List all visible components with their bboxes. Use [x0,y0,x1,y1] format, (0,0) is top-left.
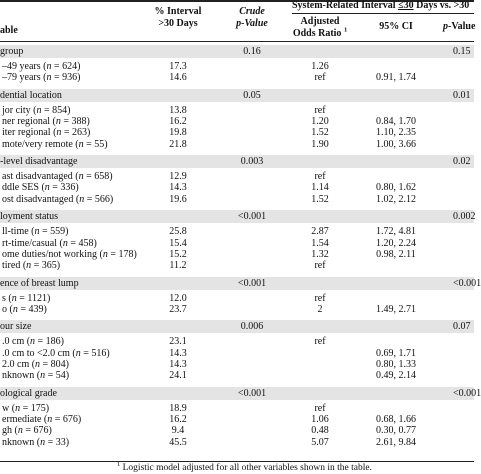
row-adjusted-or: ref [314,402,326,414]
row-interval-pct: 14.3 [169,182,187,194]
row-95ci: 0.80, 1.62 [376,182,416,194]
row-95ci: 0.98, 2.11 [376,248,416,260]
row-interval-pct: 19.8 [169,127,187,139]
row-label-text: –49 years ( [2,61,47,72]
row-95ci: 1.20, 2.24 [376,237,416,249]
row-label [2,337,64,347]
row-label-n: n [40,370,46,382]
row-label [2,128,90,138]
row-label [2,371,69,381]
section-crude-p: 0.006 [240,321,264,333]
row-adjusted-or: 1.52 [311,193,329,205]
row-label-n: n [30,336,36,348]
table-row [0,261,474,272]
row-label-text: ast disadvantaged ( [2,171,79,183]
row-label-n: n [26,260,32,272]
row-label-count: = 55) [83,138,108,150]
section-crude-p: 0.05 [243,89,261,101]
row-label-count: = 559) [39,226,69,238]
row-interval-pct: 12.0 [169,292,187,304]
row-95ci: 2.61, 9.84 [376,436,416,448]
row-label [2,415,81,425]
row-label [2,305,47,315]
row-adjusted-or: 1.20 [311,116,329,128]
row-label-text: iter regional ( [2,127,57,139]
row-label-count: = 388) [60,116,90,128]
less-or-equal-symbol: ≤30 [398,0,414,11]
section-adjusted-p: 0.01 [453,89,471,101]
row-interval-pct: 25.8 [169,226,187,238]
row-label [2,227,68,237]
row-adjusted-or: 2.87 [311,226,329,238]
row-label-text: o ( [2,303,13,315]
row-label-text: w ( [2,402,16,414]
row-adjusted-or: 1.06 [311,414,329,425]
group-header-rule [292,13,474,14]
row-interval-pct: 18.9 [169,402,187,414]
row-label-n: n [62,237,68,249]
row-label-count: = 854) [41,104,71,116]
row-label-n: n [56,127,62,139]
row-label-count: = 178) [107,248,137,260]
section-crude-p: 0.003 [240,156,264,168]
row-label-count: = 676) [22,425,52,437]
row-label-count: = 54) [45,370,70,382]
row-label-count: = 458) [67,237,97,249]
row-label-n: n [17,425,23,437]
row-label-count: = 624) [51,61,81,72]
row-interval-pct: 23.1 [169,336,187,348]
table-row [0,371,474,382]
row-label [2,106,70,116]
row-interval-pct: 16.2 [169,414,187,425]
row-adjusted-or: 1.32 [311,248,329,260]
section-title: our size [0,321,32,333]
row-label-n: n [15,402,21,414]
row-label-text: mote/very remote ( [2,138,79,150]
section-crude-p: <0.001 [237,277,267,289]
row-label-text: ner regional ( [2,116,56,128]
row-label-count: = 676) [52,414,82,425]
table-bottom-rule [0,461,474,462]
section-adjusted-p: 0.07 [453,321,471,333]
row-adjusted-or: 1.90 [311,138,329,150]
row-label-n: n [34,226,40,238]
row-adjusted-or: 2 [317,303,323,315]
row-label-text: rt-time/casual ( [2,237,63,249]
table-row [0,438,474,449]
section-adjusted-p: 0.15 [453,46,471,57]
row-label-count: = 336) [49,182,79,194]
section-header-band [0,89,474,102]
row-label-text: nknown ( [2,370,41,382]
row-interval-pct: 21.8 [169,138,187,150]
row-label-count: = 186) [35,336,65,348]
variable-header: able [0,25,18,36]
row-label-n: n [79,193,85,205]
row-label-text: gh ( [2,425,18,437]
row-label-text: nknown ( [2,436,41,448]
row-label-count: = 804) [40,358,70,370]
row-adjusted-or: 1.14 [311,182,329,194]
row-label [2,294,50,304]
row-label [2,349,110,359]
section-title: ence of breast lump [0,277,79,289]
section-title: dential location [0,89,62,101]
row-label-text: ll-time ( [2,226,35,238]
row-adjusted-or: ref [314,292,326,304]
row-label-n: n [55,116,61,128]
row-label-text: .0 cm ( [2,336,31,348]
row-interval-pct: 45.5 [169,436,187,448]
row-label-text: –79 years ( [2,72,47,84]
row-label [2,62,80,72]
table-row [0,250,474,261]
row-95ci: 0.91, 1.74 [376,72,416,84]
row-label [2,239,97,249]
row-label-text: ome duties/not working ( [2,248,103,260]
row-interval-pct: 17.3 [169,61,187,72]
row-label [2,172,113,182]
row-label-n: n [75,347,81,359]
row-label-n: n [47,414,53,425]
row-label [2,261,60,271]
row-label-count: = 175) [20,402,50,414]
row-label-text: ost disadvantaged ( [2,193,80,205]
header-bottom-rule [0,41,474,42]
aor-header-line1: Adjusted [300,16,340,27]
row-interval-pct: 14.6 [169,72,187,84]
row-label [2,250,137,260]
row-label-n: n [11,292,17,304]
row-label [2,73,80,83]
row-label [2,195,113,205]
ci-header: 95% CI [379,21,413,32]
row-adjusted-or: 1.52 [311,127,329,139]
row-label-count: = 33) [45,436,70,448]
section-adjusted-p: <0.001 [453,387,481,399]
row-label-n: n [46,72,52,84]
row-adjusted-or: ref [314,336,326,348]
row-label-n: n [44,182,50,194]
row-adjusted-or: 1.26 [311,61,329,72]
row-95ci: 1.10, 2.35 [376,127,416,139]
section-adjusted-p: 0.002 [453,211,476,223]
row-adjusted-or: 0.48 [311,425,329,437]
row-label-n: n [102,248,108,260]
row-label-text: jor city ( [2,104,37,116]
row-label-text: 2.0 cm ( [2,358,36,370]
table-row [0,195,474,206]
row-adjusted-or: ref [314,104,326,116]
section-adjusted-p: <0.001 [453,277,481,289]
section-crude-p: 0.16 [243,46,261,57]
row-interval-pct: 13.8 [169,104,187,116]
section-crude-p: <0.001 [237,211,267,223]
row-label-n: n [12,303,18,315]
section-crude-p: <0.001 [237,387,267,399]
row-adjusted-or: ref [314,171,326,183]
row-label [2,140,108,150]
row-95ci: 1.72, 4.81 [376,226,416,238]
interval-header-line2: >30 Days [158,18,198,29]
row-label-count: = 658) [83,171,113,183]
row-adjusted-or: ref [314,72,326,84]
row-label-count: = 566) [84,193,114,205]
crude-p-header-line1: Crude [239,6,265,17]
row-95ci: 1.49, 2.71 [376,303,416,315]
row-95ci: 0.68, 1.66 [376,414,416,425]
aor-header-line2: Odds Ratio $^1$ [292,26,348,39]
row-label-count: = 516) [80,347,110,359]
row-interval-pct: 19.6 [169,193,187,205]
row-label-text: s ( [2,292,12,304]
row-label [2,426,52,436]
row-label-count: = 1121) [16,292,51,304]
row-95ci: 0.69, 1.71 [376,347,416,359]
row-95ci: 0.80, 1.33 [376,358,416,370]
row-label [2,183,79,193]
p-value-header: p-Value [443,21,476,32]
row-interval-pct: 23.7 [169,303,187,315]
row-label [2,438,69,448]
row-label-count: = 439) [17,303,47,315]
row-95ci: 0.84, 1.70 [376,116,416,128]
section-title: loyment status [0,211,59,223]
section-header-band [0,320,474,333]
row-label-n: n [35,358,41,370]
interval-header-line1: % Interval [154,6,202,17]
crude-p-header-line2: p-Value [236,18,268,29]
row-label-text: ddle SES ( [2,182,45,194]
table-row [0,140,474,151]
row-label-n: n [78,138,84,150]
row-adjusted-or: ref [314,260,326,272]
row-interval-pct: 15.2 [169,248,187,260]
section-title: -level disadvantage [0,156,78,168]
row-adjusted-or: 5.07 [311,436,329,448]
row-label-n: n [36,104,42,116]
row-label-n: n [78,171,84,183]
section-adjusted-p: 0.02 [453,156,471,168]
row-95ci: 1.02, 2.12 [376,193,416,205]
interval-group-header: System-Related Interval ≤30 Days vs. >30 [292,0,470,11]
row-interval-pct: 11.2 [169,260,187,272]
row-interval-pct: 14.3 [169,358,187,370]
row-label-text: .0 cm to <2.0 cm ( [2,347,76,359]
table-row [0,73,474,84]
row-interval-pct: 15.4 [169,237,187,249]
row-95ci: 0.49, 2.14 [376,370,416,382]
row-interval-pct: 16.2 [169,116,187,128]
footnote: $^1$ Logistic model adjusted for all other variables shown in the table. [117,460,372,473]
row-label-n: n [40,436,46,448]
row-label [2,360,69,370]
row-label-count: = 936) [51,72,81,84]
row-label [2,404,49,414]
row-label [2,117,90,127]
row-label-text: ermediate ( [2,414,48,425]
row-interval-pct: 9.4 [171,425,185,437]
row-interval-pct: 24.1 [169,370,187,382]
row-95ci: 0.30, 0.77 [376,425,416,437]
section-title: group [0,46,24,57]
row-95ci: 1.00, 3.66 [376,138,416,150]
row-label-n: n [46,61,52,72]
row-adjusted-or: 1.54 [311,237,329,249]
row-label-count: = 263) [61,127,91,139]
section-title: ological grade [0,387,57,399]
row-label-count: = 365) [31,260,61,272]
row-interval-pct: 14.3 [169,347,187,359]
section-header-band [0,45,474,58]
table-row [0,305,474,316]
row-label-text: tired ( [2,260,27,272]
row-interval-pct: 12.9 [169,171,187,183]
